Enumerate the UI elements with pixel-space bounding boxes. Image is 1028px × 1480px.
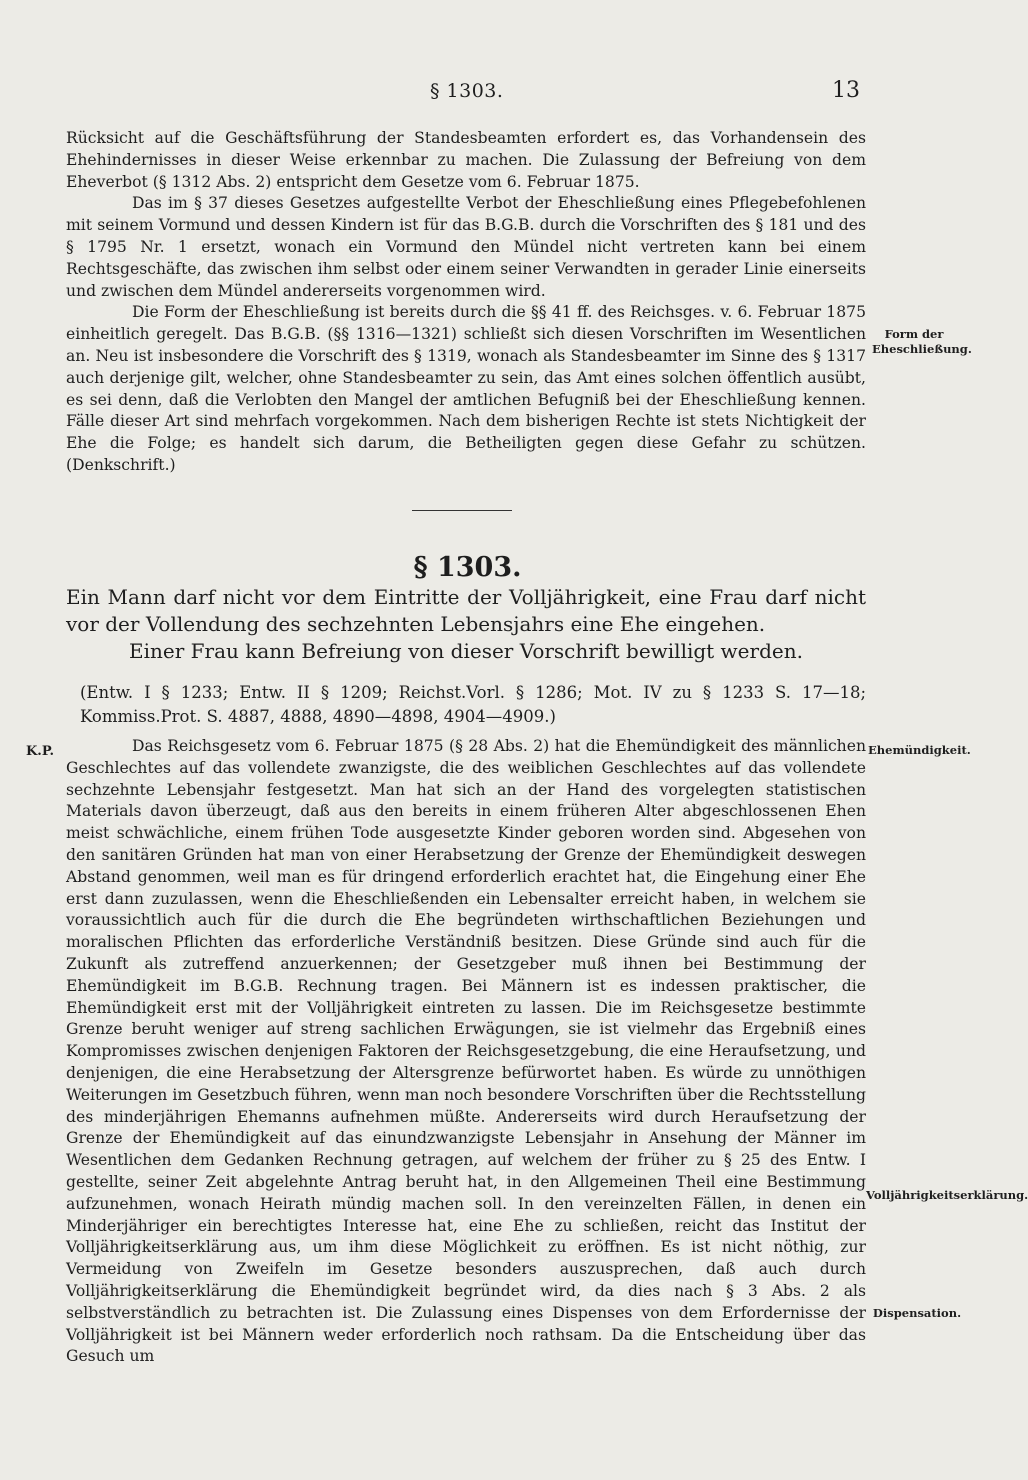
- page-number: 13: [832, 78, 860, 103]
- statute-references: (Entw. I § 1233; Entw. II § 1209; Reichst.Vorl. § 1286; Mot. IV zu § 1233 S. 17—18; Kommiss.Prot. S. 4887, 4888, 4890—4898, 4904—4909.): [80, 683, 866, 726]
- section-title: § 1303.: [413, 552, 522, 583]
- statute-line: Einer Frau kann Befreiung von dieser Vorschrift bewilligt werden.: [129, 639, 803, 663]
- statute-line: Ein Mann darf nicht vor dem Eintritte der Volljährigkeit, eine Frau darf nicht: [66, 585, 866, 609]
- margin-note-ehemuendigkeit: Ehemündigkeit.: [868, 743, 971, 757]
- running-header-section: § 1303.: [430, 80, 504, 102]
- margin-note-form: Form der Eheschließung.: [872, 327, 972, 356]
- margin-note-volljaehrigkeit: Volljährigkeitserklärung.: [866, 1188, 1028, 1202]
- margin-note-dispensation: Dispensation.: [872, 1306, 962, 1320]
- statute-line: vor der Vollendung des sechzehnten Lebensjahrs eine Ehe eingehen.: [66, 612, 766, 636]
- section-divider: [412, 510, 512, 511]
- top-text-block: [66, 128, 866, 477]
- commentary-text-block: [66, 736, 866, 1368]
- paragraph-continued: Rücksicht auf die Geschäftsführung der Standesbeamten erfordert es, das Vorhandensein des Ehehindernisses in dieser Weise erkennbar zu machen. Die Zulassung der Befreiung von dem Eheverbot (§ 1312 Abs. 2) entspricht dem Gesetze vom 6. Februar 1875.: [66, 129, 866, 191]
- paragraph: Das im § 37 dieses Gesetzes aufgestellte Verbot der Eheschließung eines Pflegebefohlenen mit seinem Vormund und dessen Kindern ist für das B.G.B. durch die Vorschriften des § 181 und des § 1795 Nr. 1 ersetzt, wonach ein Vormund den Mündel nicht vertreten kann bei einem Rechtsgeschäfte, das zwischen ihm selbst oder einem seiner Verwandten in gerader Linie einerseits und zwischen dem Mündel andererseits vorgenommen wird.: [66, 194, 866, 300]
- commentary-source-label: K.P.: [26, 744, 54, 759]
- statute-text: [66, 584, 866, 665]
- paragraph: Die Form der Eheschließung ist bereits durch die §§ 41 ff. des Reichsges. v. 6. Februar 1875 einheitlich geregelt. Das B.G.B. (§§ 1316—1321) schließt sich diesen Vorschriften im Wesentlichen an. Neu ist insbesondere die Vorschrift des § 1319, wonach als Standesbeamter im Sinne des § 1317 auch derjenige gilt, welcher, ohne Standesbeamter zu sein, das Amt eines solchen öffentlich ausübt, es sei denn, daß die Verlobten den Mangel der amtlichen Befugniß bei der Eheschließung kennen. Fälle dieser Art sind mehrfach vorgekommen. Nach dem bisherigen Rechte ist stets Nichtigkeit der Ehe die Folge; es handelt sich darum, die Betheiligten gegen diese Gefahr zu schützen. (Denkschrift.): [66, 303, 866, 474]
- paragraph: Das Reichsgesetz vom 6. Februar 1875 (§ 28 Abs. 2) hat die Ehemündigkeit des männlichen Geschlechtes auf das vollendete zwanzigste, die des weiblichen Geschlechtes auf das vollendete sechzehnte Lebensjahr festgesetzt. Man hat sich an der Hand des vorgelegten statistischen Materials davon überzeugt, daß aus den bereits in einem früheren Alter abgeschlossenen Ehen meist schwächliche, einem frühen Tode ausgesetzte Kinder geboren worden sind. Abgesehen von den sanitären Gründen hat man von einer Herabsetzung der Grenze der Ehemündigkeit deswegen Abstand genommen, weil man es für dringend erforderlich erachtet hat, die Eingehung einer Ehe erst dann zuzulassen, wenn die Eheschließenden ein Lebensalter erreicht haben, in welchem sie voraussichtlich auch für die durch die Ehe begründeten wirthschaftlichen Beziehungen und moralischen Pflichten das erforderliche Verständniß besitzen. Diese Gründe sind auch für die Zukunft als zutreffend anzuerkennen; der Gesetzgeber muß ihnen bei Bestimmung der Ehemündigkeit im B.G.B. Rechnung tragen. Bei Männern ist es indessen praktischer, die Ehemündigkeit erst mit der Volljährigkeit eintreten zu lassen. Die im Reichsgesetze bestimmte Grenze beruht weniger auf streng sachlichen Erwägungen, sie ist vielmehr das Ergebniß eines Kompromisses zwischen denjenigen Faktoren der Reichsgesetzgebung, die eine Heraufsetzung, und denjenigen, die eine Herabsetzung der Altersgrenze befürwortet haben. Es würde zu unnöthigen Weiterungen im Gesetzbuch führen, wenn man noch besondere Vorschriften über die Rechtsstellung des minderjährigen Ehemanns aufnehmen müßte. Andererseits wird durch Heraufsetzung der Grenze der Ehemündigkeit auf das einundzwanzigste Lebensjahr in Ansehung der Männer im Wesentlichen dem Gedanken Rechnung getragen, auf welchem der früher zu § 25 des Entw. I gestellte, seiner Zeit abgelehnte Antrag beruht hat, in den Allgemeinen Theil eine Bestimmung aufzunehmen, wonach Heirath mündig machen soll. In den vereinzelten Fällen, in denen ein Minderjähriger ein berechtigtes Interesse hat, eine Ehe zu schließen, reicht das Institut der Volljährigkeitserklärung aus, um ihm diese Möglichkeit zu eröffnen. Es ist nicht nöthig, zur Vermeidung von Zweifeln im Gesetze besonders auszusprechen, daß auch durch Volljährigkeitserklärung die Ehemündigkeit begründet wird, da dies nach § 3 Abs. 2 als selbstverständlich zu betrachten ist. Die Zulassung eines Dispenses von dem Erfordernisse der Volljährigkeit ist bei Männern weder erforderlich noch rathsam. Da die Entscheidung über das Gesuch um: [66, 737, 866, 1366]
